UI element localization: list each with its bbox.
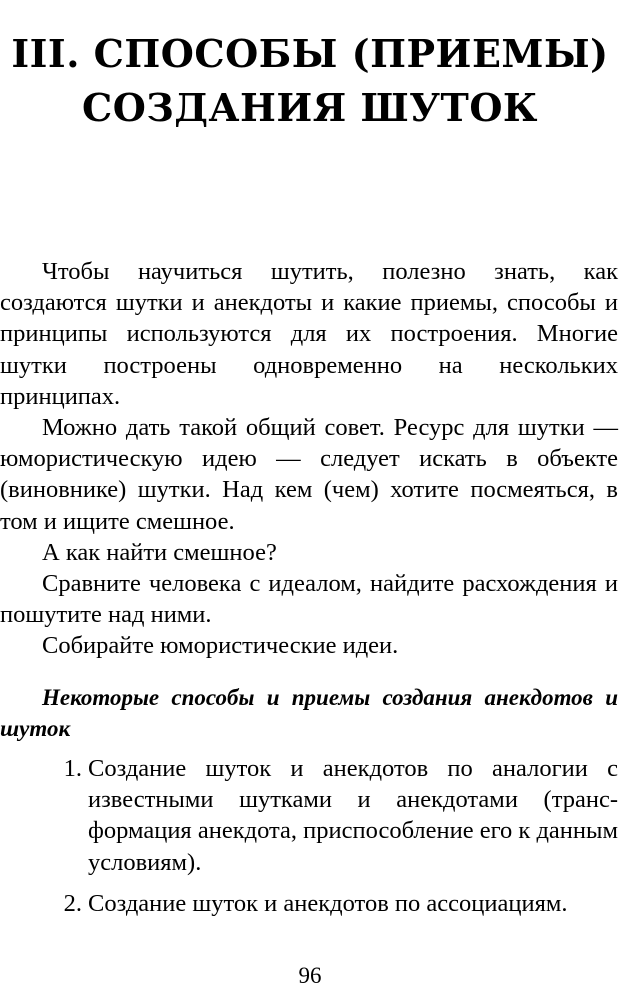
- chapter-title-line-2: СОЗДАНИЯ ШУТОК: [81, 85, 538, 131]
- list-item-text: Создание шуток и анекдотов по аналогии с известными шутками и анекдотами (трансформация анекдота, приспособление его к данным условиям).: [88, 755, 618, 876]
- list-item-text: Создание шуток и анекдотов по ассоциациям.: [88, 889, 568, 917]
- methods-list: [0, 753, 618, 929]
- intro-paragraph: Сравните человека с идеалом, найдите расхождения и пошутите над ними.: [0, 570, 618, 629]
- chapter-title-line-1: III. СПОСОБЫ (ПРИЕМЫ): [11, 31, 609, 77]
- intro-paragraph: Собирайте юмористические идеи.: [42, 632, 399, 660]
- page-number: 96: [298, 963, 322, 988]
- list-item: [0, 888, 618, 919]
- list-item: [0, 753, 618, 878]
- list-item-number: 1.: [63, 755, 82, 782]
- section-heading: Некоторые способы и приемы создания анекдотов и шуток: [0, 685, 618, 741]
- intro-paragraph: А как найти смешное?: [42, 538, 277, 566]
- intro-paragraph: Можно дать такой общий совет. Ресурс для шутки — юмористическую идею — следует искать в объекте (виновнике) шутки. Над кем (чем) хотите посмеяться, в том и ищите смешное.: [0, 414, 618, 535]
- chapter-title: [0, 27, 620, 135]
- intro-text: [0, 256, 618, 662]
- intro-paragraph: Чтобы научиться шутить, полезно знать, как создаются шутки и анекдоты и какие приемы, способы и принципы используются для их построения. Многие шутки построены одновременно на нескольких принципах.: [0, 258, 618, 410]
- list-item-number: 2.: [63, 889, 82, 917]
